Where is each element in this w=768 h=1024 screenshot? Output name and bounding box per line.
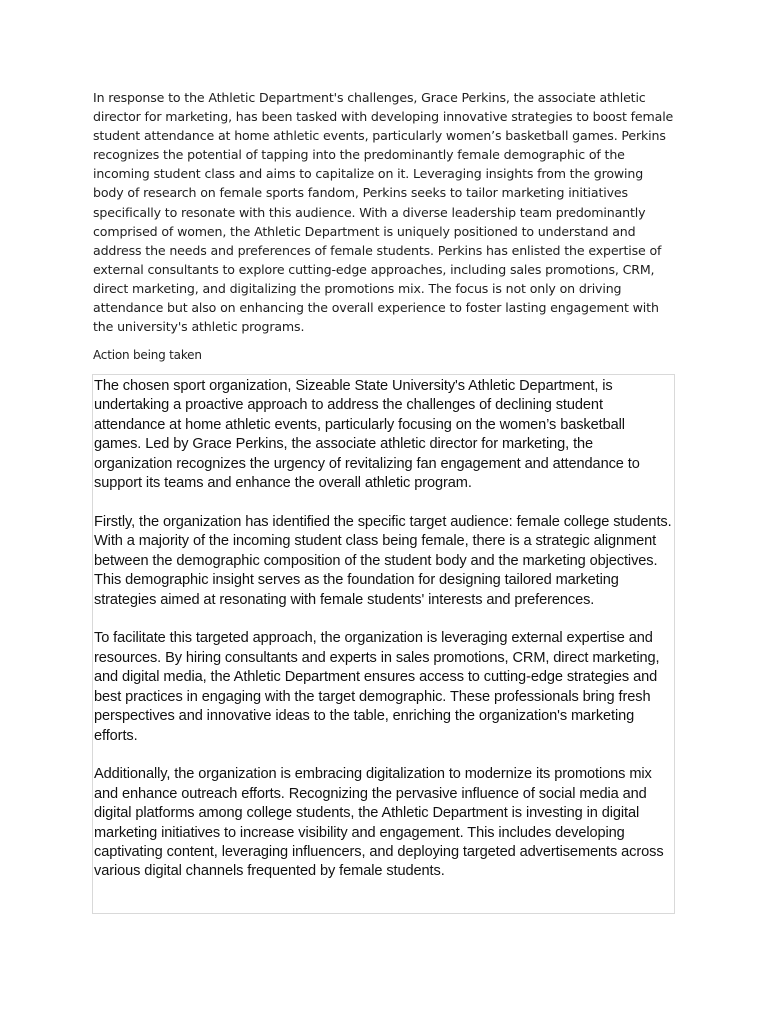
section-heading: Action being taken — [93, 348, 202, 362]
action-text-box — [92, 374, 675, 914]
action-paragraph-1: The chosen sport organization, Sizeable State University's Athletic Department, is undertaking a proactive approach to address the challenges of declining student attendance at home athletic events, particularly focusing on the women’s basketball games. Led by Grace Perkins, the associate athletic director for marketing, the organization recognizes the urgency of revitalizing fan engagement and attendance to support its teams and enhance the overall athletic program. — [94, 378, 640, 492]
intro-paragraph: In response to the Athletic Department's challenges, Grace Perkins, the associate athletic director for marketing, has been tasked with developing innovative strategies to boost female student attendance at home athletic events, particularly women’s basketball games. Perkins recognizes the potential of tapping into the predominantly female demographic of the incoming student class and aims to capitalize on it. Leveraging insights from the growing body of research on female sports fandom, Perkins seeks to tailor marketing initiatives specifically to resonate with this audience. With a diverse leadership team predominantly comprised of women, the Athletic Department is uniquely positioned to understand and address the needs and preferences of female students. Perkins has enlisted the expertise of external consultants to explore cutting-edge approaches, including sales promotions, CRM, direct marketing, and digitalizing the promotions mix. The focus is not only on driving attendance but also on enhancing the overall experience to foster lasting engagement with the university's athletic programs. — [93, 90, 674, 335]
action-paragraph-2: Firstly, the organization has identified the specific target audience: female college students. With a majority of the incoming student class being female, there is a strategic alignment between the demographic composition of the student body and the marketing objectives. This demographic insight serves as the foundation for designing tailored marketing strategies aimed at resonating with female students' interests and preferences. — [94, 513, 672, 608]
action-paragraph-4: Additionally, the organization is embracing digitalization to modernize its promotions mix and enhance outreach efforts. Recognizing the pervasive influence of social media and digital platforms among college students, the Athletic Department is investing in digital marketing initiatives to increase visibility and engagement. This includes developing captivating content, leveraging influencers, and deploying targeted advertisements across various digital channels frequented by female students. — [94, 766, 664, 880]
action-paragraph-3: To facilitate this targeted approach, the organization is leveraging external expertise and resources. By hiring consultants and experts in sales promotions, CRM, direct marketing, and digital media, the Athletic Department ensures access to cutting-edge strategies and best practices in engaging with the target demographic. These professionals bring fresh perspectives and innovative ideas to the table, enriching the organization's marketing efforts. — [94, 630, 660, 744]
